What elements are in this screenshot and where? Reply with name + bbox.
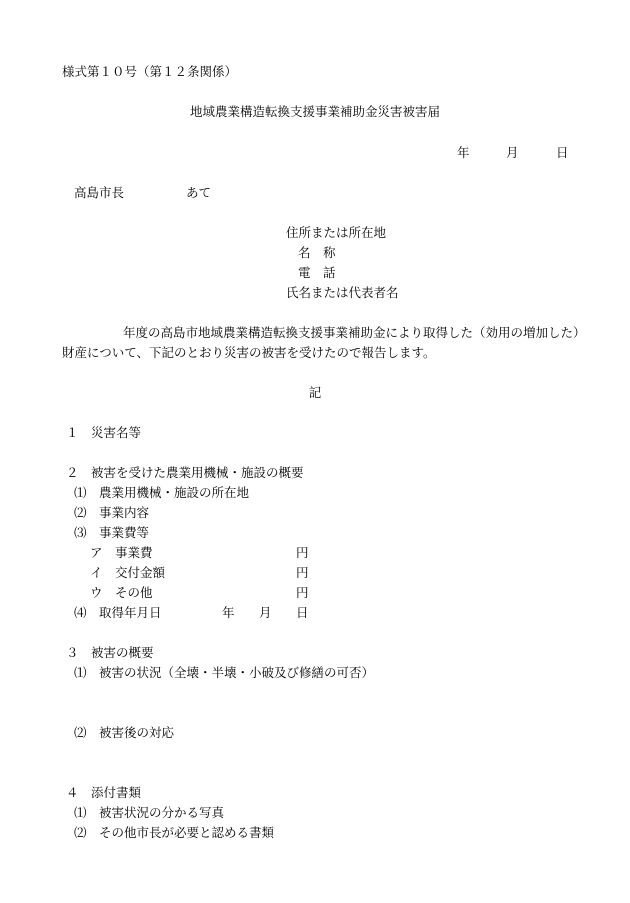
section4-item2: ⑵ その他市長が必要と認める書類: [74, 825, 275, 840]
cost-label-grant: イ 交付金額: [90, 565, 166, 580]
applicant-address-label: 住所または所在地: [286, 225, 387, 240]
applicant-phone-label: 電 話: [298, 265, 336, 280]
acquisition-year: 年: [222, 605, 235, 620]
cost-label-other: ウ その他: [90, 585, 153, 600]
addressee-name: 高島市長: [74, 185, 125, 200]
acquisition-day: 日: [296, 605, 309, 620]
section3-item2: ⑵ 被害後の対応: [74, 725, 175, 740]
ki-heading: 記: [308, 385, 322, 400]
acquisition-month: 月: [259, 605, 272, 620]
section1-heading: １ 災害名等: [66, 425, 142, 440]
section4-heading: ４ 添付書類: [66, 785, 142, 800]
date-year: 年: [457, 145, 470, 160]
date-month: 月: [506, 145, 519, 160]
addressee-suffix: あて: [186, 185, 212, 200]
document-title: 地域農業構造転換支援事業補助金災害被害届: [189, 104, 440, 119]
applicant-representative-label: 氏名または代表者名: [286, 285, 399, 300]
section3-heading: ３ 被害の概要: [66, 645, 154, 660]
section2-item1: ⑴ 農業用機械・施設の所在地: [74, 485, 250, 500]
body-text-line2: 財産について、下記のとおり災害の被害を受けたので報告します。: [62, 345, 436, 360]
form-number: 様式第１０号（第１２条関係）: [62, 64, 238, 79]
cost-unit-grant: 円: [296, 565, 309, 580]
body-text-line1: 年度の高島市地域農業構造転換支援事業補助金により取得した（効用の増加した）: [123, 325, 586, 340]
cost-unit-project: 円: [296, 545, 309, 560]
cost-unit-other: 円: [296, 585, 309, 600]
section2-item2: ⑵ 事業内容: [74, 505, 150, 520]
section2-item3: ⑶ 事業費等: [74, 525, 150, 540]
section2-item4: ⑷ 取得年月日: [74, 605, 162, 620]
cost-label-project: ア 事業費: [90, 545, 153, 560]
applicant-name-label: 名 称: [298, 245, 336, 260]
date-day: 日: [556, 145, 569, 160]
section3-item1: ⑴ 被害の状況（全壊・半壊・小破及び修繕の可否）: [74, 665, 375, 680]
section4-item1: ⑴ 被害状況の分かる写真: [74, 805, 225, 820]
section2-heading: ２ 被害を受けた農業用機械・施設の概要: [66, 465, 304, 480]
